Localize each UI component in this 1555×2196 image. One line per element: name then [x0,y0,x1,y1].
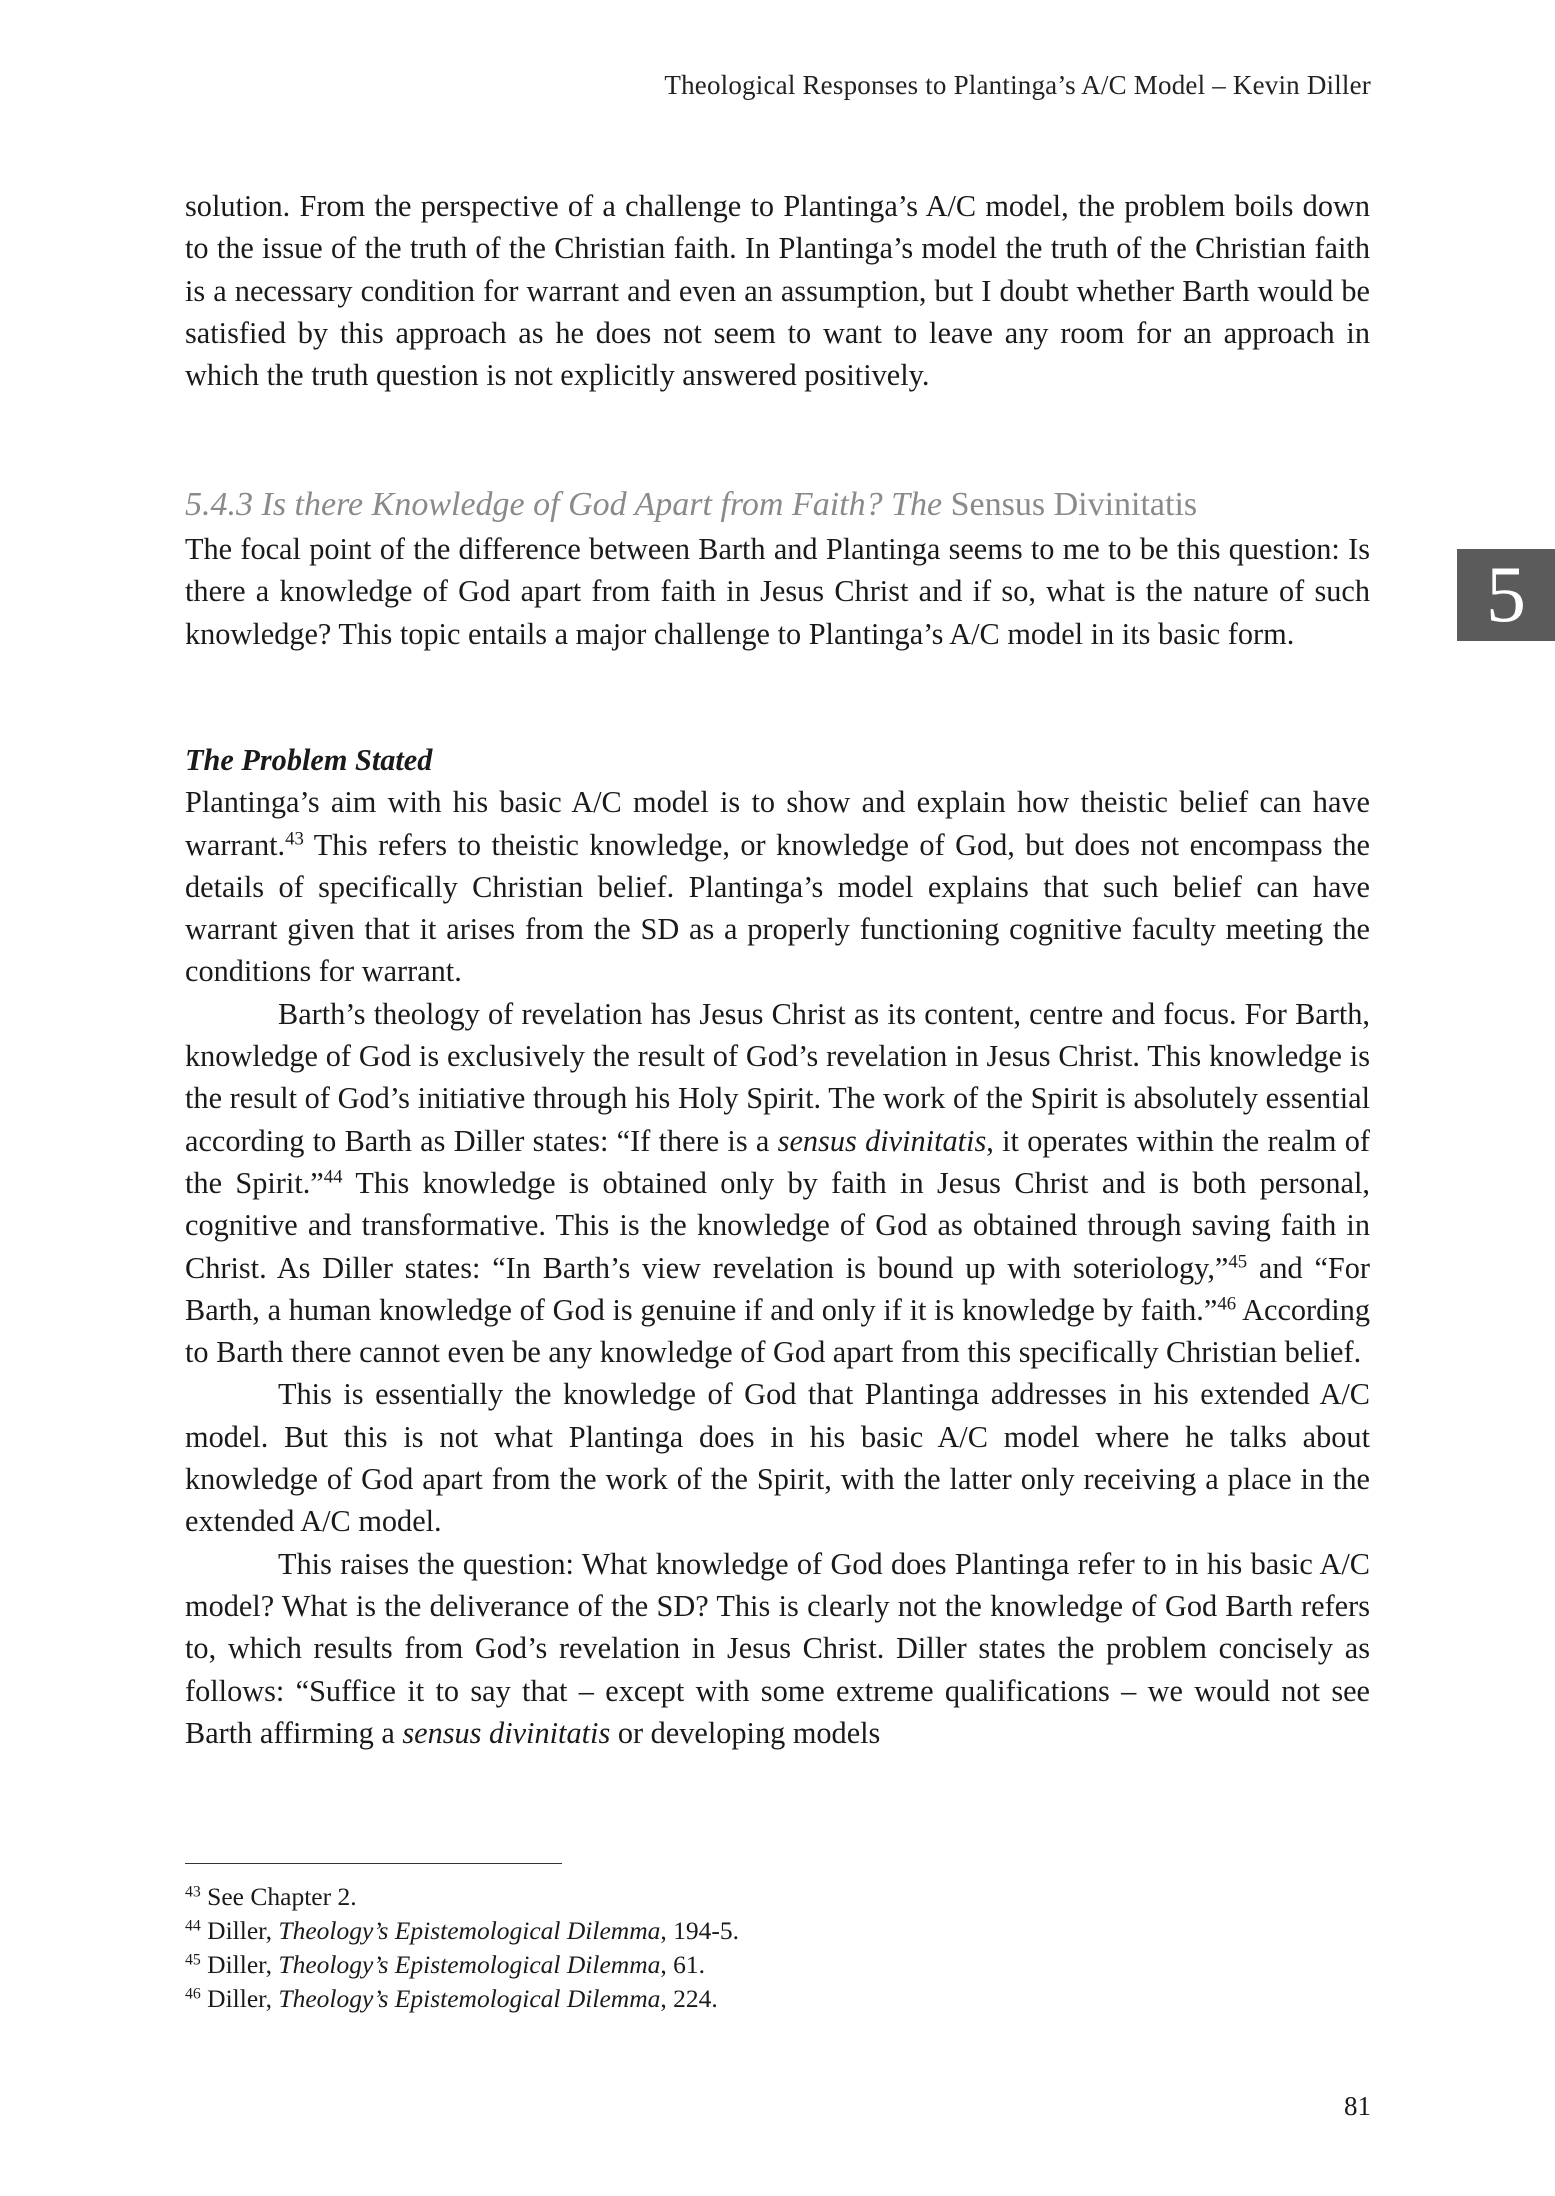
footnote-ref-44: 44 [323,1166,343,1188]
footnote-text: Diller, [200,1984,279,2013]
section-paragraph: The focal point of the difference between Barth and Plantinga seems to me to be this question: Is there a knowledge of God apart from faith in Jesus Christ and if so, what is the nature of such knowledge? This topic entails a major challenge to Plantinga’s A/C model in its basic form. [185,532,1370,651]
footnote [185,1982,1370,2016]
page-number: 81 [1344,2091,1371,2121]
footnote-ref-46: 46 [1217,1293,1237,1315]
paragraph-4-text-a: This raises the question: What knowledge of God does Plantinga refer to in his basic A/C model? What is the deliverance of the SD? This is clearly not the knowledge of God Barth refers to, which results from God’s revelation in Jesus Christ. Diller states the problem concisely as follows: “Suffice it to say that – except with some extreme qualifications – we would not see Barth affirming a [185,1546,1370,1750]
paragraph-2 [185,993,1370,1374]
paragraph-2-text-b: , it operates within the realm of the Spirit.” [185,1123,1370,1200]
footnote-text: See Chapter 2. [200,1882,357,1911]
footnote [185,1948,1370,1982]
footnote-page: , 194-5. [660,1916,740,1945]
chapter-tab: 5 [1457,549,1555,641]
footnote-page: , 61. [660,1950,706,1979]
paragraph-3: This is essentially the knowledge of God that Plantinga addresses in his extended A/C model. But this is not what Plantinga does in his basic A/C model where he talks about knowledge of God apart from the work of the Spirit, with the latter only receiving a place in the extended A/C model. [185,1377,1370,1539]
section-heading-roman: Sensus Divinitatis [950,486,1198,523]
section-paragraph-block [185,528,1370,655]
footnote-text: Diller, [200,1916,279,1945]
footnote-title: Theology’s Epistemological Dilemma [278,1916,661,1945]
intro-paragraph-block [185,185,1370,396]
subsection-block [185,739,1370,1754]
footnote-title: Theology’s Epistemological Dilemma [278,1950,661,1979]
footnote [185,1880,1370,1914]
footnote-number: 45 [185,1951,201,1969]
paragraph-1-text-b: This refers to theistic knowledge, or knowledge of God, but does not encompass the details of specifically Christian belief. Plantinga’s model explains that such belief can have warrant given that it arises from the SD as a properly functioning cognitive faculty meeting the conditions for warrant. [185,827,1370,989]
footnote-number: 44 [185,1917,201,1935]
footnote-number: 43 [185,1883,201,1901]
footnote-page: , 224. [660,1984,718,2013]
paragraph-2-emphasis: sensus divinitatis [777,1123,987,1158]
paragraph-4-text-b: or developing models [610,1715,881,1750]
intro-paragraph: solution. From the perspective of a challenge to Plantinga’s A/C model, the problem boils down to the issue of the truth of the Christian faith. In Plantinga’s model the truth of the Christian faith is a necessary condition for warrant and even an assumption, but I doubt whether Barth would be satisfied by this approach as he does not seem to want to leave any room for an approach in which the truth question is not explicitly answered positively. [185,189,1370,393]
footnote-title: Theology’s Epistemological Dilemma [278,1984,661,2013]
paragraph-4-emphasis: sensus divinitatis [402,1715,611,1750]
footnote-text: Diller, [200,1950,279,1979]
section-heading-italic: 5.4.3 Is there Knowledge of God Apart from Faith? The [185,486,943,523]
paragraph-1-text-a: Plantinga’s aim with his basic A/C model is to show and explain how theistic belief can have warrant. [185,785,1370,862]
footnote-divider [185,1863,562,1864]
running-head: Theological Responses to Plantinga’s A/C Model – Kevin Diller [664,70,1371,100]
paragraph-1 [185,781,1370,992]
paragraph-2-text-a: Barth’s theology of revelation has Jesus Christ as its content, centre and focus. For Barth, knowledge of God is exclusively the result of God’s revelation in Jesus Christ. This knowledge is the result of God’s initiative through his Holy Spirit. The work of the Spirit is absolutely essential according to Barth as Diller states: “If there is a [185,996,1370,1158]
paragraph-2-text-d: and “For Barth, a human knowledge of God is genuine if and only if it is knowledge by faith.” [185,1250,1370,1327]
paragraph-2-text-c: This knowledge is obtained only by faith in Jesus Christ and is both personal, cognitive and transformative. This is the knowledge of God as obtained through saving faith in Christ. As Diller states: “In Barth’s view revelation is bound up with soteriology,” [185,1165,1370,1285]
paragraph-2-text-e: According to Barth there cannot even be any knowledge of God apart from this specifically Christian belief. [185,1292,1371,1370]
subsection-title: The Problem Stated [185,743,433,777]
paragraph-4 [185,1543,1370,1754]
footnote-ref-45: 45 [1228,1251,1248,1273]
footnote-number: 46 [185,1985,201,2003]
footnotes [185,1880,1370,2016]
section-heading [185,486,1197,524]
footnote-ref-43: 43 [285,828,304,850]
footnote [185,1914,1370,1948]
